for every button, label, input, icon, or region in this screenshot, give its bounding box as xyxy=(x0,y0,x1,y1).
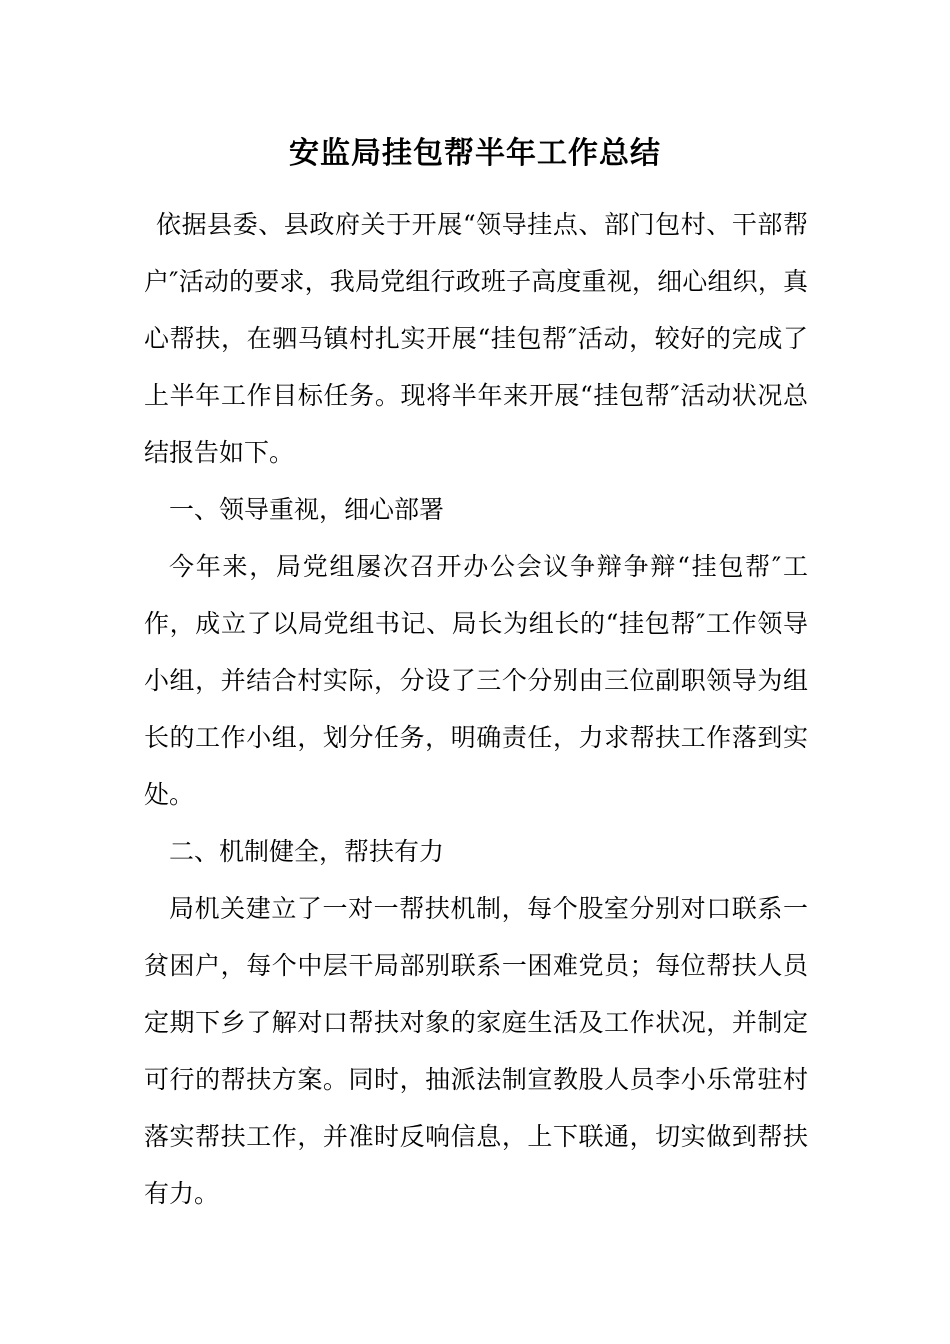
section-heading-1: 一、领导重视，细心部署 xyxy=(169,495,445,524)
document-body xyxy=(144,196,808,1222)
section-paragraph-2: 局机关建立了一对一帮扶机制，每个股室分别对口联系一贫困户，每个中层干局部别联系一困难党员；每位帮扶人员定期下乡了解对口帮扶对象的家庭生活及工作状况，并制定可行的帮扶方案。同时，抽派法制宣教股人员李小乐常驻村落实帮扶工作，并准时反响信息，上下联通，切实做到帮扶有力。 xyxy=(144,894,808,1208)
document-title: 安监局挂包帮半年工作总结 xyxy=(289,136,661,171)
intro-paragraph: 依据县委、县政府关于开展“领导挂点、部门包村、干部帮户″活动的要求，我局党组行政班子高度重视，细心组织，真心帮扶，在驷马镇村扎实开展“挂包帮″活动，较好的完成了上半年工作目标任务。现将半年来开展“挂包帮″活动状况总结报告如下。 xyxy=(144,210,808,467)
section-heading-2: 二、机制健全，帮扶有力 xyxy=(169,837,445,866)
section-paragraph-1: 今年来，局党组屡次召开办公会议争辩争辩“挂包帮″工作，成立了以局党组书记、局长为组长的“挂包帮″工作领导小组，并结合村实际，分设了三个分别由三位副职领导为组长的工作小组，划分任务，明确责任，力求帮扶工作落到实处。 xyxy=(144,552,808,809)
